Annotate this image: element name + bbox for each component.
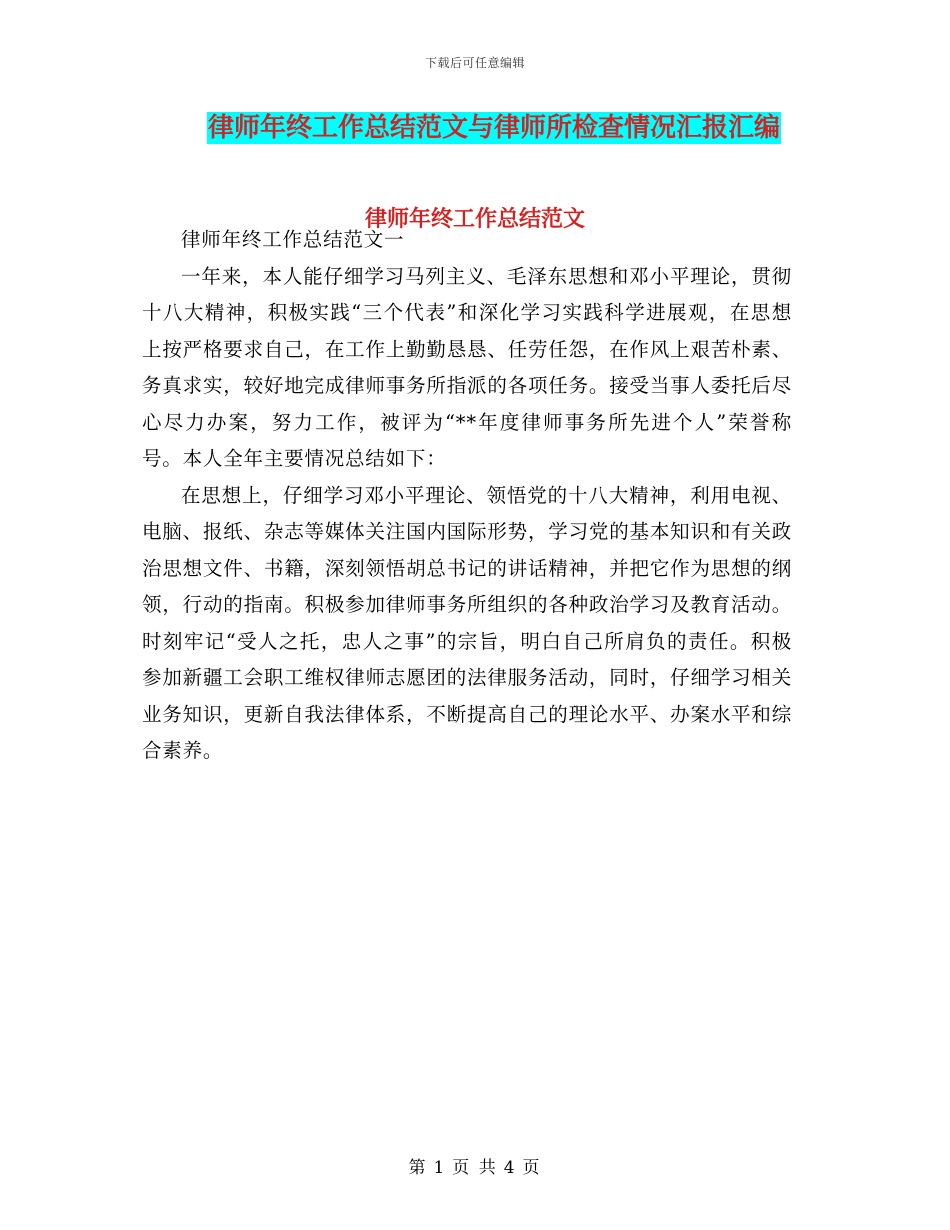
- footer-middle: 页 共: [452, 1158, 498, 1178]
- paragraph-thought: 在思想上，仔细学习邓小平理论、领悟党的十八大精神，利用电视、电脑、报纸、杂志等媒体关注国内国际形势，学习党的基本知识和有关政治思想文件、书籍，深刻领悟胡总书记的讲话精神，并把它作为思想的纲领，行动的指南。积极参加律师事务所组织的各种政治学习及教育活动。时刻牢记“受人之托，忠人之事”的宗旨，明白自己所肩负的责任。积极参加新疆工会职工维权律师志愿团的法律服务活动，同时，仔细学习相关业务知识，更新自我法律体系，不断提高自己的理论水平、办案水平和综合素养。: [142, 483, 792, 762]
- paragraph-subtitle: 律师年终工作总结范文一: [181, 228, 405, 251]
- paragraph-intro: 一年来，本人能仔细学习马列主义、毛泽东思想和邓小平理论，贯彻十八大精神，积极实践“三个代表”和深化学习实践科学进展观，在思想上按严格要求自己，在工作上勤勤恳恳、任劳任怨，在作风上艰苦朴素、务真求实，较好地完成律师事务所指派的各项任务。接受当事人委托后尽心尽力办案，努力工作，被评为“**年度律师事务所先进个人”荣誉称号。本人全年主要情况总结如下：: [142, 264, 792, 470]
- footer-suffix: 页: [522, 1158, 542, 1178]
- section-title: 律师年终工作总结范文: [364, 207, 585, 232]
- footer-prefix: 第: [408, 1158, 428, 1178]
- header-note: 下载后可任意编辑: [424, 56, 525, 70]
- footer-current-page: 1: [433, 1158, 447, 1178]
- document-body: [142, 222, 792, 770]
- page-footer: [0, 1153, 950, 1178]
- document-main-title: 律师年终工作总结范文与律师所检查情况汇报汇编: [208, 113, 781, 143]
- footer-total-pages: 4: [503, 1158, 517, 1178]
